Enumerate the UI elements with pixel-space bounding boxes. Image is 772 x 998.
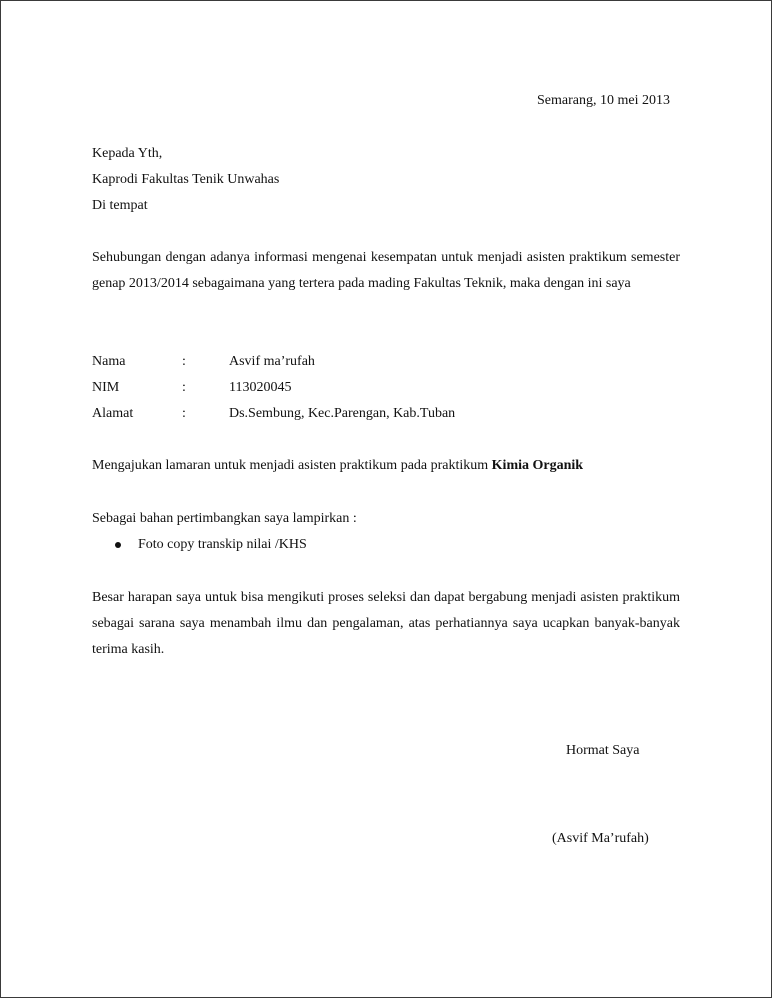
application-subject: Kimia Organik [491,458,584,473]
closing-salutation: Hormat Saya [566,743,640,758]
field-value-alamat: Ds.Sembung, Kec.Parengan, Kab.Tuban [229,406,456,421]
application-text: Mengajukan lamaran untuk menjadi asisten praktikum pada praktikum [92,458,492,473]
field-label-nim: NIM [92,380,120,395]
attachment-item: Foto copy transkip nilai /KHS [138,537,307,552]
intro-paragraph: Sehubungan dengan adanya informasi mengenai kesempatan untuk menjadi asisten praktikum semester genap 2013/2014 sebagaimana yang tertera pada mading Fakultas Teknik, maka dengan ini saya [92,250,680,291]
attachments-intro: Sebagai bahan pertimbangkan saya lampirkan : [92,511,357,526]
recipient-line-1: Kepada Yth, [92,146,163,161]
field-value-nama: Asvif ma’rufah [229,354,315,369]
field-label-alamat: Alamat [92,406,134,421]
field-colon: : [182,406,186,421]
field-label-nama: Nama [92,354,126,369]
closing-paragraph: Besar harapan saya untuk bisa mengikuti proses seleksi dan dapat bergabung menjadi asisten praktikum sebagai sarana saya menambah ilmu dan pengalaman, atas perhatiannya saya ucapkan banyak-banyak terima kasih. [92,590,680,657]
recipient-line-3: Di tempat [92,198,148,213]
place-date: Semarang, 10 mei 2013 [537,93,670,108]
application-statement [92,457,583,475]
field-value-nim: 113020045 [229,380,292,395]
recipient-line-2: Kaprodi Fakultas Tenik Unwahas [92,172,280,187]
field-colon: : [182,354,186,369]
field-colon: : [182,380,186,395]
bullet-icon [115,542,121,548]
signature-name: (Asvif Ma’rufah) [552,831,649,846]
